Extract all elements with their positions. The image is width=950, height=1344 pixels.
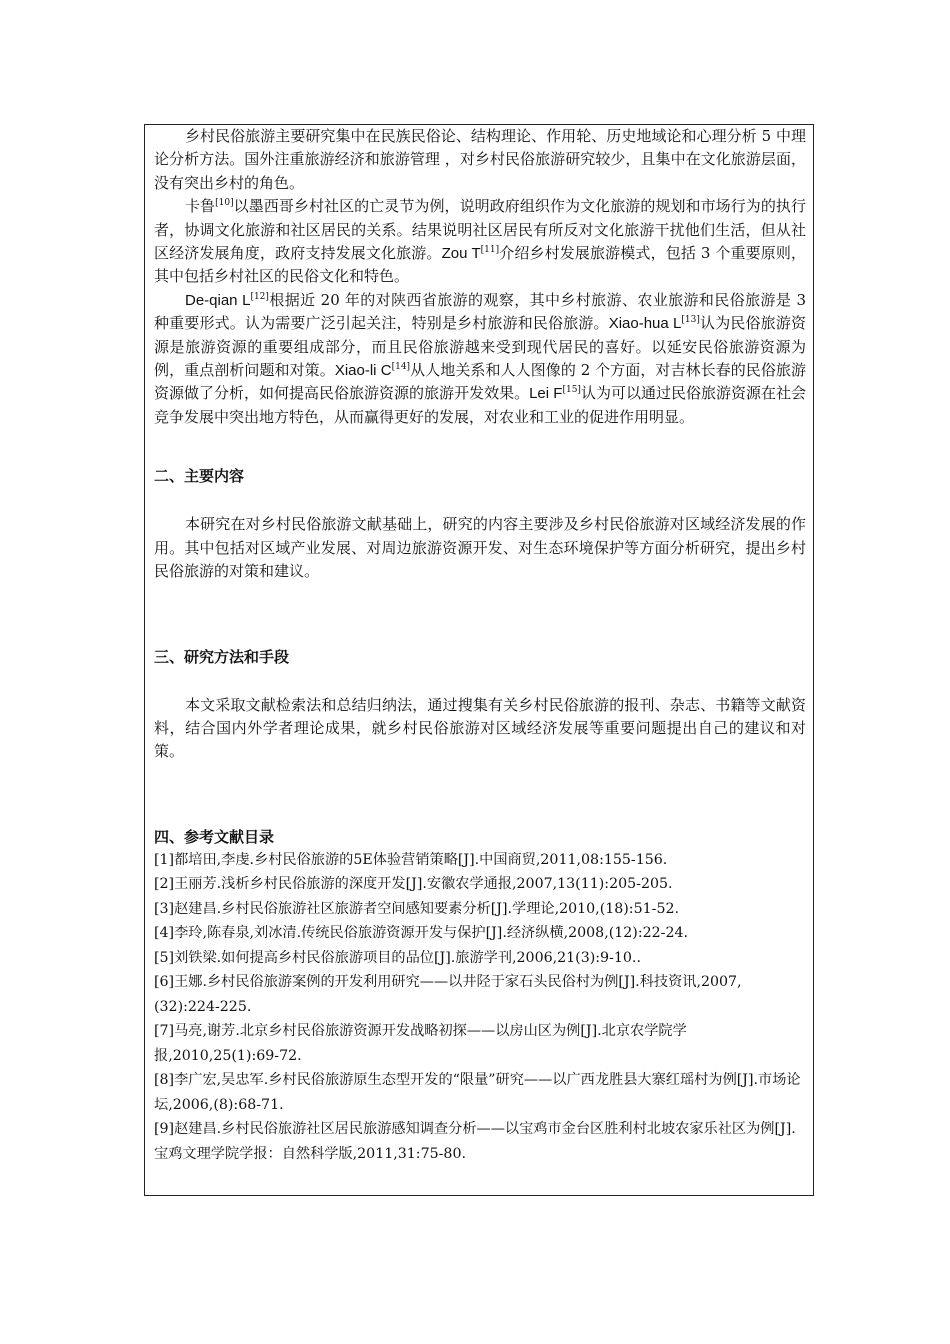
intro-paragraph-3 bbox=[154, 289, 806, 429]
paragraph-text: 从人地关系和人人图像的 2 个方面，对吉林长春的民俗旅游资源做了分析，如何提高民俗旅游资源的旅游开发效果。 bbox=[154, 361, 806, 403]
citation-13: [13] bbox=[681, 315, 700, 326]
paragraph-text: 以墨西哥乡村社区的亡灵节为例，说明政府组织作为文化旅游的规划和市场行为的执行者，协调文化旅游和社区居民的关系。结果说明社区居民有所反对文化旅游干扰他们生活，但从社区经济发展角度，政府支持发展文化旅游。 bbox=[154, 197, 806, 263]
author-xiao-hua: Xiao-hua L bbox=[608, 315, 682, 333]
citation-15: [15] bbox=[562, 385, 581, 396]
paragraph-text: 根据近 20 年的对陕西省旅游的观察，其中乡村旅游、农业旅游和民俗旅游是 3 种重要形式。认为需要广泛引起关注，特别是乡村旅游和民俗旅游。 bbox=[154, 290, 806, 333]
citation-12: [12] bbox=[250, 291, 269, 302]
reference-item: [7]马亮,谢芳.北京乡村民俗旅游资源开发战略初探——以房山区为例[J].北京农学院学报,2010,25(1):69-72. bbox=[154, 1023, 687, 1064]
author-de-qian: De-qian L bbox=[185, 291, 251, 309]
section-heading-references: 四、参考文献目录 bbox=[154, 827, 275, 846]
document-content bbox=[154, 124, 806, 1166]
citation-14: [14] bbox=[391, 362, 411, 373]
reference-item: [5]刘铁梁.如何提高乡村民俗旅游项目的品位[J].旅游学刊,2006,21(3):9-10.. bbox=[154, 949, 641, 966]
reference-item: [4]李玲,陈春泉,刘冰清.传统民俗旅游资源开发与保护[J].经济纵横,2008,(12):22-24. bbox=[154, 925, 689, 942]
author-xiao-li: Xiao-li C bbox=[334, 362, 392, 380]
intro-paragraph-1: 乡村民俗旅游主要研究集中在民族民俗论、结构理论、作用轮、历史地域论和心理分析 5 中理论分析方法。国外注重旅游经济和旅游管理 ，对乡村民俗旅游研究较少，且集中在文化旅游层面，没有突出乡村的角色。 bbox=[154, 127, 806, 192]
citation-10: [10] bbox=[215, 198, 234, 209]
paragraph-text: 认为民俗旅游资源是旅游资源的重要组成部分，而且民俗旅游越来受到现代居民的喜好。以延安民俗旅游资源为例，重点剖析问题和对策。 bbox=[154, 314, 806, 380]
methods-paragraph: 本文采取文献检索法和总结归纳法，通过搜集有关乡村民俗旅游的报刊、杂志、书籍等文献资料，结合国内外学者理论成果，就乡村民俗旅游对区域经济发展等重要问题提出自己的建议和对策。 bbox=[154, 695, 806, 761]
citation-11: [11] bbox=[480, 245, 500, 256]
author-lei: Lei F bbox=[529, 385, 563, 403]
paragraph-text: 介绍乡村发展旅游模式，包括 3 个重要原则，其中包括乡村社区的民俗文化和特色。 bbox=[154, 244, 806, 286]
main-content-paragraph: 本研究在对乡村民俗旅游文献基础上，研究的内容主要涉及乡村民俗旅游对区域经济发展的作用。其中包括对区域产业发展、对周边旅游资源开发、对生态环境保护等方面分析研究，提出乡村民俗旅游的对策和建议。 bbox=[154, 515, 806, 581]
reference-item: [9]赵建昌.乡村民俗旅游社区居民旅游感知调查分析——以宝鸡市金台区胜利村北坡农家乐社区为例[J].宝鸡文理学院学报：自然科学版,2011,31:75-80. bbox=[154, 1121, 796, 1162]
reference-item: [2]王丽芳.浅析乡村民俗旅游的深度开发[J].安徽农学通报,2007,13(11):205-205. bbox=[154, 876, 673, 893]
author-karu: 卡鲁 bbox=[185, 197, 216, 216]
section-heading-main-content: 二、主要内容 bbox=[154, 467, 245, 486]
paragraph-text: 认为可以通过民俗旅游资源在社会竞争发展中突出地方特色，从而赢得更好的发展，对农业和工业的促进作用明显。 bbox=[154, 384, 806, 426]
reference-item: [6]王娜.乡村民俗旅游案例的开发利用研究——以井陉于家石头民俗村为例[J].科技资讯,2007,(32):224-225. bbox=[154, 974, 742, 1015]
reference-item: [3]赵建昌.乡村民俗旅游社区旅游者空间感知要素分析[J].学理论,2010,(18):51-52. bbox=[154, 900, 680, 917]
reference-list bbox=[154, 848, 806, 1167]
intro-paragraph-2 bbox=[154, 195, 806, 289]
reference-item: [8]李广宏,吴忠军.乡村民俗旅游原生态型开发的“限量”研究——以广西龙胜县大寨红瑶村为例[J].市场论坛,2006,(8):68-71. bbox=[154, 1072, 801, 1113]
section-heading-methods: 三、研究方法和手段 bbox=[154, 647, 290, 666]
author-zou: Zou T bbox=[441, 245, 481, 263]
reference-item: [1]都培田,李虔.乡村民俗旅游的5E体验营销策略[J].中国商贸,2011,08:155-156. bbox=[154, 851, 668, 868]
